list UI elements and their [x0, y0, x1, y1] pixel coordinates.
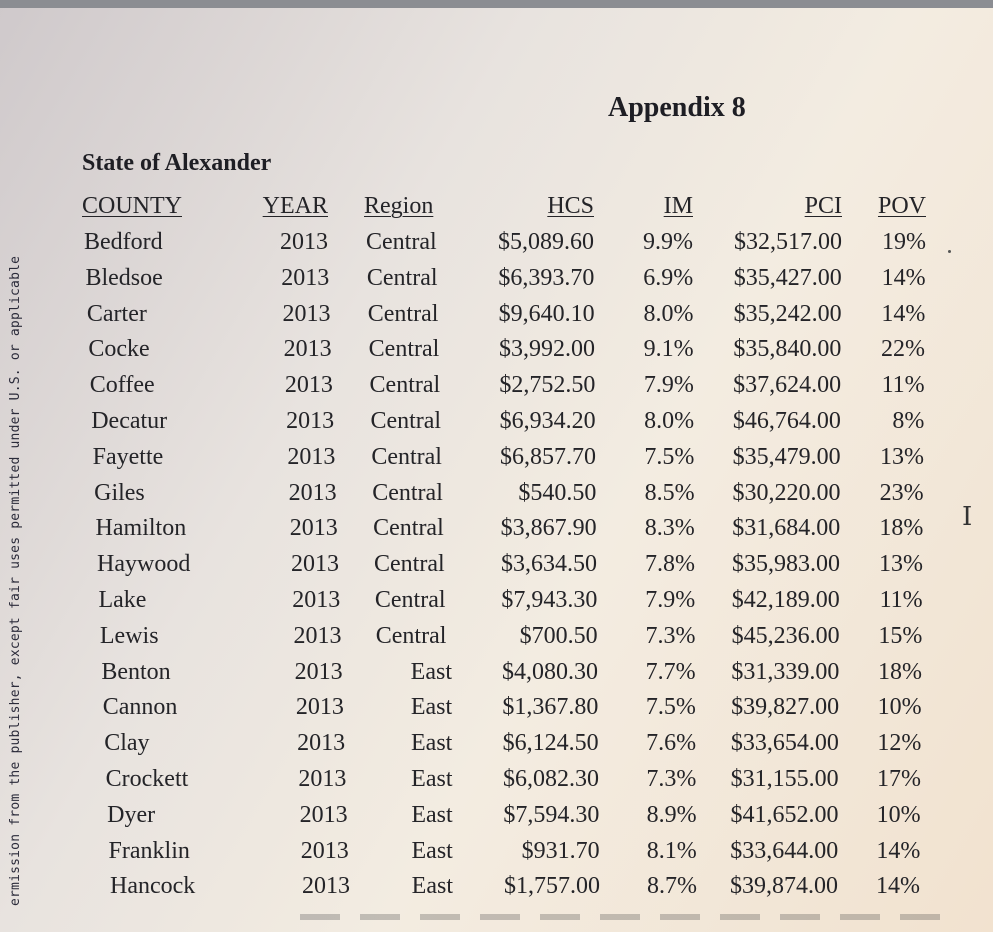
cell-pov: 14%: [881, 264, 926, 291]
cell-pov: 13%: [879, 551, 923, 578]
cell-pci: $35,427.00: [733, 264, 842, 291]
cell-pov: 11%: [881, 372, 925, 399]
cell-region: Central: [368, 336, 440, 363]
cell-year: 2013: [292, 587, 341, 613]
column-header-pov: POV: [877, 193, 926, 219]
cell-pci: $33,654.00: [730, 730, 839, 757]
cell-county: Lake: [98, 587, 147, 613]
cell-pov: 10%: [877, 694, 922, 721]
cell-pov: 13%: [880, 443, 924, 470]
cell-year: 2013: [286, 408, 335, 434]
cell-pci: $35,242.00: [733, 300, 842, 327]
cell-county: Hancock: [110, 873, 196, 900]
cell-pci: $35,840.00: [733, 336, 842, 363]
cell-year: 2013: [295, 694, 344, 721]
cell-hcs: $931.70: [521, 837, 600, 864]
screen-bezel: [0, 0, 993, 8]
cell-im: 7.3%: [645, 622, 696, 649]
cell-hcs: $6,082.30: [503, 766, 599, 792]
cell-county: Haywood: [97, 551, 191, 578]
cell-year: 2013: [293, 622, 342, 649]
cell-pci: $41,652.00: [730, 801, 839, 828]
cell-pci: $45,236.00: [731, 622, 840, 649]
cell-region: Central: [373, 515, 444, 542]
cell-county: Bedford: [84, 229, 163, 255]
cell-im: 7.8%: [645, 551, 695, 578]
cell-year: 2013: [291, 551, 339, 578]
cell-county: Decatur: [91, 408, 168, 434]
cut-off-next-row: [300, 914, 940, 920]
cell-year: 2013: [302, 873, 350, 900]
cell-year: 2013: [287, 443, 336, 470]
cell-region: Central: [367, 300, 439, 327]
cell-region: Central: [366, 229, 437, 255]
cell-pci: $39,827.00: [731, 694, 840, 721]
cell-year: 2013: [288, 479, 337, 506]
cell-im: 7.9%: [643, 372, 694, 399]
cell-pov: 14%: [876, 873, 920, 900]
cell-hcs: $4,080.30: [502, 658, 598, 685]
cell-im: 7.7%: [645, 658, 696, 685]
cell-hcs: $3,867.90: [500, 515, 597, 542]
cell-hcs: $3,992.00: [499, 336, 595, 363]
cell-region: Central: [369, 372, 441, 399]
cell-pci: $32,517.00: [734, 229, 842, 255]
cell-hcs: $1,367.80: [502, 694, 599, 721]
cell-im: 8.1%: [646, 837, 697, 864]
cell-county: Giles: [94, 479, 145, 506]
cell-year: 2013: [297, 730, 346, 757]
cell-pci: $46,764.00: [732, 408, 841, 434]
cell-pov: 18%: [879, 515, 924, 542]
cell-pov: 22%: [881, 336, 925, 363]
cell-county: Franklin: [108, 837, 190, 864]
column-header-year: YEAR: [262, 193, 328, 219]
cell-region: East: [411, 766, 453, 792]
cell-region: East: [410, 658, 452, 685]
cell-hcs: $540.50: [518, 479, 597, 506]
cell-im: 9.1%: [643, 336, 694, 363]
cell-region: Central: [374, 587, 446, 613]
cell-pci: $35,479.00: [732, 443, 841, 470]
cell-year: 2013: [283, 336, 332, 363]
copyright-margin-note: ermission from the publisher, except fair uses permitted under U.S. or applicable: [8, 255, 23, 906]
cell-region: Central: [366, 264, 438, 291]
cell-im: 7.5%: [644, 443, 695, 470]
appendix-title: Appendix 8: [608, 92, 746, 123]
cell-pov: 10%: [876, 801, 921, 828]
cell-pci: $35,983.00: [732, 551, 840, 578]
cell-year: 2013: [281, 264, 330, 291]
cell-pci: $30,220.00: [732, 479, 841, 506]
cell-region: Central: [375, 622, 447, 649]
cell-hcs: $6,857.70: [500, 443, 596, 470]
cell-hcs: $7,943.30: [501, 587, 598, 613]
cell-year: 2013: [284, 372, 333, 399]
cell-pov: 18%: [878, 658, 922, 685]
cell-im: 9.9%: [643, 229, 693, 255]
cell-region: East: [411, 730, 453, 757]
screen-speck: [948, 250, 951, 253]
cell-region: East: [410, 694, 453, 721]
cell-region: East: [411, 873, 453, 900]
cell-pov: 23%: [879, 479, 924, 506]
column-header-hcs: HCS: [547, 193, 594, 219]
cell-hcs: $2,752.50: [499, 372, 596, 399]
cell-pci: $42,189.00: [731, 587, 840, 613]
cell-im: 8.5%: [644, 479, 695, 506]
column-header-im: IM: [663, 193, 693, 219]
cell-region: Central: [370, 408, 442, 434]
cell-im: 8.0%: [643, 300, 694, 327]
cell-pci: $37,624.00: [733, 372, 842, 399]
cell-year: 2013: [282, 300, 331, 327]
cell-pci: $31,155.00: [730, 766, 839, 792]
cell-year: 2013: [298, 766, 347, 792]
cell-county: Clay: [104, 730, 150, 757]
cell-hcs: $6,934.20: [499, 408, 596, 434]
cell-year: 2013: [294, 658, 343, 685]
cell-region: East: [411, 837, 453, 864]
cell-pci: $31,684.00: [732, 515, 841, 542]
cell-region: Central: [372, 479, 443, 506]
cell-hcs: $6,124.50: [502, 730, 599, 757]
cell-pov: 14%: [876, 837, 921, 864]
cell-year: 2013: [299, 801, 348, 828]
cell-year: 2013: [289, 515, 338, 542]
cell-pov: 11%: [879, 587, 923, 613]
cell-county: Coffee: [89, 372, 155, 399]
cell-hcs: $3,634.50: [501, 551, 597, 578]
cell-pov: 8%: [892, 408, 925, 434]
cell-im: 7.9%: [645, 587, 696, 613]
cell-year: 2013: [300, 837, 349, 864]
cell-im: 8.3%: [644, 515, 695, 542]
cell-hcs: $700.50: [519, 622, 598, 649]
cell-pov: 17%: [877, 766, 921, 792]
cell-im: 7.6%: [646, 730, 697, 757]
cell-pci: $33,644.00: [730, 837, 839, 864]
cell-hcs: $6,393.70: [498, 264, 595, 291]
cell-year: 2013: [280, 229, 328, 255]
cell-region: Central: [371, 443, 442, 470]
cell-county: Carter: [86, 300, 147, 327]
cell-county: Cocke: [88, 336, 150, 363]
cell-im: 8.0%: [644, 408, 695, 434]
cell-pov: 12%: [877, 730, 922, 757]
cell-im: 8.9%: [646, 801, 697, 828]
cell-im: 7.5%: [645, 694, 696, 721]
cell-pci: $39,874.00: [730, 873, 838, 900]
cell-region: East: [411, 801, 453, 828]
cell-pov: 15%: [878, 622, 923, 649]
cell-im: 8.7%: [647, 873, 697, 900]
cell-region: Central: [374, 551, 445, 578]
cell-im: 6.9%: [643, 264, 694, 291]
cell-pov: 14%: [881, 300, 926, 327]
cell-pci: $31,339.00: [731, 658, 840, 685]
document-title: State of Alexander: [82, 150, 272, 176]
column-header-pci: PCI: [804, 193, 842, 219]
cell-hcs: $5,089.60: [498, 229, 594, 255]
column-header-county: COUNTY: [82, 193, 182, 219]
cell-hcs: $9,640.10: [498, 300, 595, 327]
cell-county: Fayette: [92, 443, 164, 470]
cell-pov: 19%: [882, 229, 926, 255]
cell-county: Hamilton: [95, 515, 187, 542]
cell-county: Crockett: [105, 766, 189, 792]
cell-county: Lewis: [99, 622, 159, 649]
cell-county: Cannon: [102, 694, 178, 721]
cell-im: 7.3%: [646, 766, 697, 792]
text-cursor-icon: I: [962, 502, 973, 532]
column-header-region: Region: [364, 193, 434, 219]
cell-county: Benton: [101, 658, 171, 685]
cell-hcs: $7,594.30: [503, 801, 600, 828]
cell-county: Bledsoe: [85, 264, 163, 291]
cell-county: Dyer: [107, 801, 156, 828]
cell-hcs: $1,757.00: [504, 873, 600, 900]
